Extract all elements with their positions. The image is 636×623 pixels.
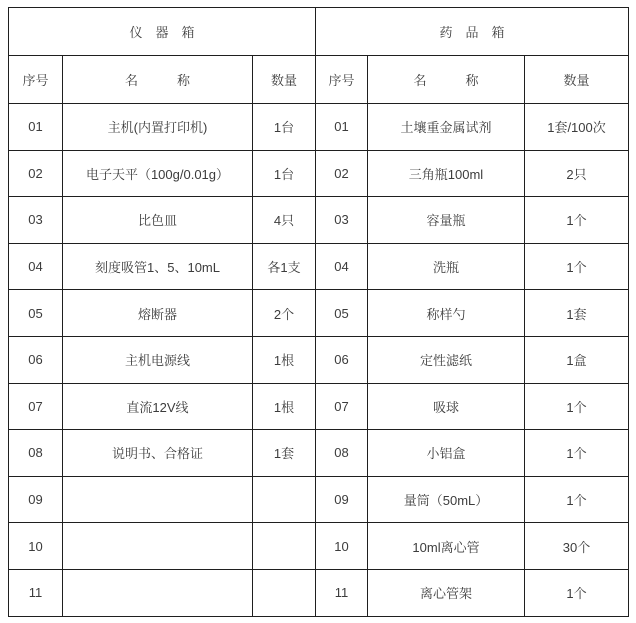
cell-left-qty: 1台 [253,104,316,151]
cell-right-qty: 1套/100次 [525,104,629,151]
cell-right-qty: 1个 [525,430,629,477]
cell-right-qty: 1个 [525,569,629,616]
cell-left-qty: 4只 [253,197,316,244]
cell-left-no: 05 [9,290,63,337]
cell-left-qty [253,523,316,570]
right-header-no: 序号 [316,56,368,104]
cell-left-no: 03 [9,197,63,244]
table-row [9,336,629,383]
cell-right-no: 09 [316,476,368,523]
cell-right-name: 三角瓶100ml [368,150,525,197]
left-header-qty: 数量 [253,56,316,104]
cell-right-no: 03 [316,197,368,244]
cell-left-no: 10 [9,523,63,570]
table-row [9,197,629,244]
cell-right-name: 吸球 [368,383,525,430]
cell-right-qty: 1个 [525,476,629,523]
table-row [9,569,629,616]
cell-right-name: 土壤重金属试剂 [368,104,525,151]
title-row [9,8,629,56]
cell-left-name [63,523,253,570]
cell-left-qty: 1台 [253,150,316,197]
table-row [9,523,629,570]
cell-right-no: 08 [316,430,368,477]
cell-right-qty: 2只 [525,150,629,197]
left-box-title: 仪 器 箱 [9,8,316,56]
right-header-name: 名 称 [368,56,525,104]
cell-right-no: 05 [316,290,368,337]
left-header-no: 序号 [9,56,63,104]
cell-right-name: 离心管架 [368,569,525,616]
cell-right-qty: 30个 [525,523,629,570]
cell-right-qty: 1个 [525,243,629,290]
cell-left-name [63,476,253,523]
table-row [9,243,629,290]
table-row [9,476,629,523]
cell-left-name: 刻度吸管1、5、10mL [63,243,253,290]
right-header-qty: 数量 [525,56,629,104]
cell-left-no: 07 [9,383,63,430]
cell-right-qty: 1套 [525,290,629,337]
cell-left-qty: 2个 [253,290,316,337]
cell-left-qty: 1套 [253,430,316,477]
cell-left-no: 01 [9,104,63,151]
cell-left-name: 说明书、合格证 [63,430,253,477]
cell-right-no: 02 [316,150,368,197]
table-row [9,430,629,477]
cell-right-qty: 1个 [525,383,629,430]
cell-left-no: 11 [9,569,63,616]
cell-left-name: 熔断器 [63,290,253,337]
cell-left-no: 08 [9,430,63,477]
cell-right-name: 10ml离心管 [368,523,525,570]
packing-list-table [8,7,629,617]
cell-left-name: 主机(内置打印机) [63,104,253,151]
cell-left-no: 04 [9,243,63,290]
cell-right-no: 04 [316,243,368,290]
table-row [9,104,629,151]
table-row [9,383,629,430]
cell-right-name: 洗瓶 [368,243,525,290]
cell-left-name: 主机电源线 [63,336,253,383]
cell-left-name: 电子天平（100g/0.01g） [63,150,253,197]
cell-left-qty [253,476,316,523]
table-row [9,150,629,197]
cell-right-name: 小铝盒 [368,430,525,477]
column-header-row [9,56,629,104]
left-header-name: 名 称 [63,56,253,104]
cell-right-name: 定性滤纸 [368,336,525,383]
cell-left-name: 比色皿 [63,197,253,244]
cell-right-qty: 1盒 [525,336,629,383]
right-box-title: 药 品 箱 [316,8,629,56]
cell-left-qty: 各1支 [253,243,316,290]
cell-left-qty: 1根 [253,336,316,383]
cell-right-name: 量筒（50mL） [368,476,525,523]
cell-right-no: 11 [316,569,368,616]
cell-left-no: 06 [9,336,63,383]
cell-right-qty: 1个 [525,197,629,244]
cell-left-no: 09 [9,476,63,523]
cell-right-no: 01 [316,104,368,151]
table-row [9,290,629,337]
cell-right-no: 10 [316,523,368,570]
cell-right-no: 07 [316,383,368,430]
cell-left-qty: 1根 [253,383,316,430]
cell-left-name: 直流12V线 [63,383,253,430]
cell-left-name [63,569,253,616]
cell-left-qty [253,569,316,616]
cell-right-no: 06 [316,336,368,383]
cell-right-name: 容量瓶 [368,197,525,244]
table-rows [9,104,629,617]
cell-left-no: 02 [9,150,63,197]
cell-right-name: 称样勺 [368,290,525,337]
